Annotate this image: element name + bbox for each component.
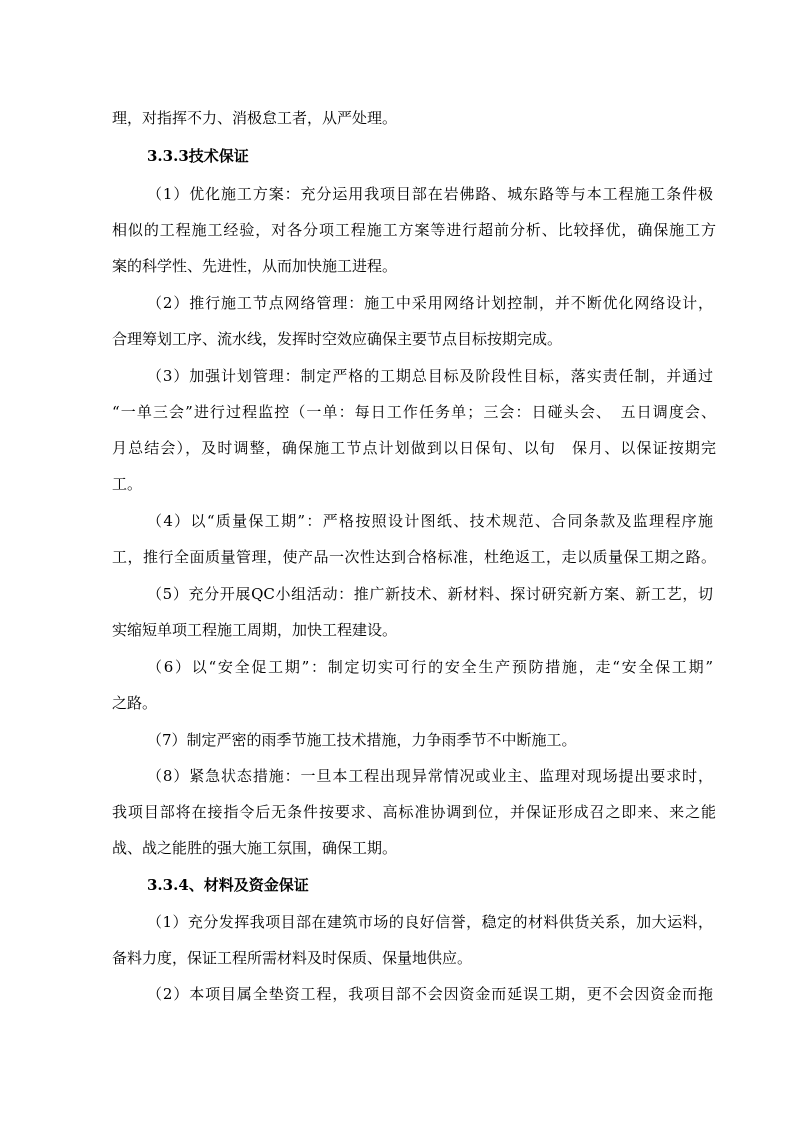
text-line: 月总结会），及时调整，确保施工节点计划做到以日保旬、以旬 保月、以保证按期完 xyxy=(112,439,716,457)
text-line: 之路。 xyxy=(112,694,158,712)
text-line: 案的科学性、先进性，从而加快施工进程。 xyxy=(112,257,398,275)
text-line: （1）充分发挥我项目部在建筑市场的良好信誉，稳定的材料供货关系，加大运料， xyxy=(147,913,713,931)
section-heading: 3.3.3技术保证 xyxy=(147,147,249,165)
text-line: （7）制定严密的雨季节施工技术措施，力争雨季节不中断施工。 xyxy=(147,731,577,749)
text-line: 相似的工程施工经验，对各分项工程施工方案等进行超前分析、比较择优，确保施工方 xyxy=(112,221,716,239)
text-line: （2）本项目属全垫资工程，我项目部不会因资金而延误工期，更不会因资金而拖 xyxy=(147,985,713,1003)
text-line: （1）优化施工方案：充分运用我项目部在岩佛路、城东路等与本工程施工条件极 xyxy=(147,185,713,203)
text-line: （5）充分开展QC小组活动：推广新技术、新材料、探讨研究新方案、新工艺，切 xyxy=(147,585,713,603)
text-line: 工，推行全面质量管理，使产品一次性达到合格标准，杜绝返工，走以质量保工期之路。 xyxy=(112,548,716,566)
text-line: 工。 xyxy=(112,475,143,493)
text-line: 实缩短单项工程施工周期，加快工程建设。 xyxy=(112,621,398,639)
text-line: 战、战之能胜的强大施工氛围，确保工期。 xyxy=(112,839,398,857)
text-line: “一单三会”进行过程监控（一单：每日工作任务单；三会：日碰头会、 五日调度会、 xyxy=(112,403,716,421)
text-line: （6）以“安全促工期”：制定切实可行的安全生产预防措施，走“安全保工期” xyxy=(147,658,713,676)
text-line: （4）以“质量保工期”：严格按照设计图纸、技术规范、合同条款及监理程序施 xyxy=(147,512,713,530)
text-line: 合理筹划工序、流水线，发挥时空效应确保主要节点目标按期完成。 xyxy=(112,330,563,348)
text-line: （8）紧急状态措施：一旦本工程出现异常情况或业主、监理对现场提出要求时， xyxy=(147,767,713,785)
text-line: （3）加强计划管理：制定严格的工期总目标及阶段性目标，落实责任制，并通过 xyxy=(147,367,713,385)
text-line: 备料力度，保证工程所需材料及时保质、保量地供应。 xyxy=(112,949,473,967)
text-line: 理，对指挥不力、消极怠工者，从严处理。 xyxy=(112,109,398,127)
text-line: （2）推行施工节点网络管理：施工中采用网络计划控制，并不断优化网络设计， xyxy=(147,294,713,312)
section-heading: 3.3.4、材料及资金保证 xyxy=(147,876,309,894)
text-line: 我项目部将在接指令后无条件按要求、高标准协调到位，并保证形成召之即来、来之能 xyxy=(112,803,716,821)
